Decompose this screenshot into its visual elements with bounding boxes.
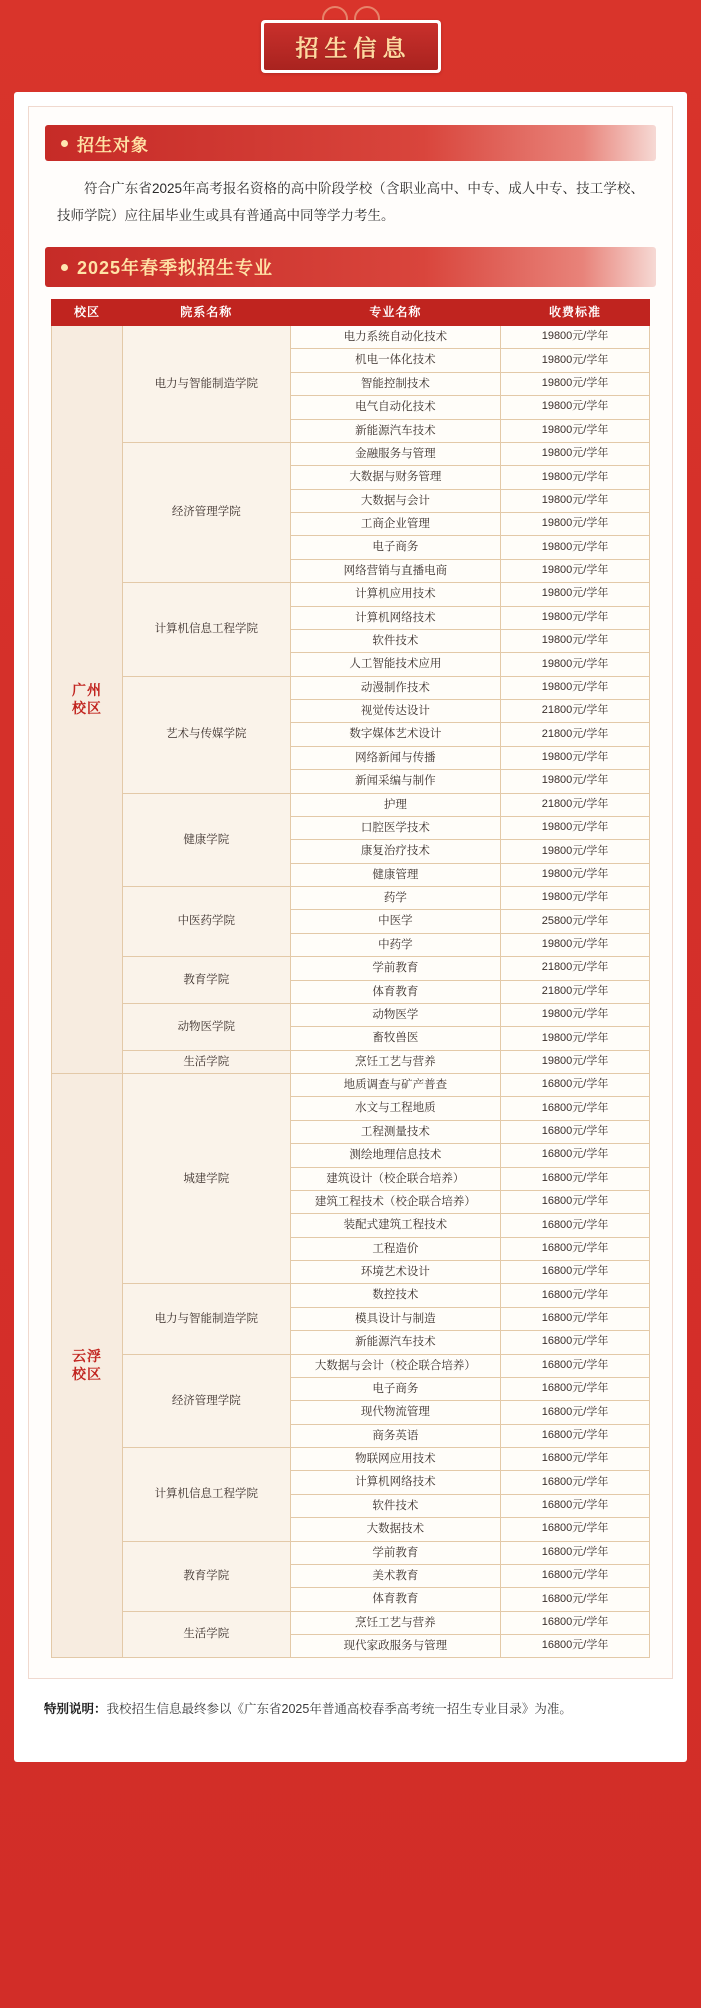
major-name-cell: 工商企业管理 (290, 513, 500, 536)
bullet-dot-icon (61, 140, 68, 147)
college-cell: 生活学院 (122, 1050, 290, 1073)
fee-cell: 16800元/学年 (501, 1167, 650, 1190)
college-cell: 经济管理学院 (122, 1354, 290, 1448)
fee-cell: 19800元/学年 (501, 887, 650, 910)
table-row (52, 326, 650, 349)
major-name-cell: 电子商务 (290, 536, 500, 559)
page-title: 招生信息 (264, 23, 438, 70)
college-cell: 教育学院 (122, 957, 290, 1004)
fee-cell: 16800元/学年 (501, 1401, 650, 1424)
table-row (52, 1284, 650, 1307)
fee-cell: 19800元/学年 (501, 653, 650, 676)
special-note-text: 我校招生信息最终参以《广东省2025年普通高校春季高考统一招生专业目录》为准。 (106, 1702, 572, 1717)
fee-cell: 16800元/学年 (501, 1635, 650, 1658)
fee-cell: 19800元/学年 (501, 326, 650, 349)
table-row (52, 1003, 650, 1026)
major-name-cell: 商务英语 (290, 1424, 500, 1447)
fee-cell: 16800元/学年 (501, 1214, 650, 1237)
fee-cell: 16800元/学年 (501, 1354, 650, 1377)
major-name-cell: 动物医学 (290, 1003, 500, 1026)
major-name-cell: 电子商务 (290, 1377, 500, 1400)
major-name-cell: 电气自动化技术 (290, 396, 500, 419)
audience-paragraph: 符合广东省2025年高考报名资格的高中阶段学校（含职业高中、中专、成人中专、技工学校、技师学院）应往届毕业生或具有普通高中同等学力考生。 (57, 181, 644, 223)
major-name-cell: 中药学 (290, 933, 500, 956)
fee-cell: 19800元/学年 (501, 442, 650, 465)
fee-cell: 19800元/学年 (501, 770, 650, 793)
table-row (52, 1611, 650, 1634)
majors-table-head (52, 300, 650, 326)
college-cell: 城建学院 (122, 1074, 290, 1284)
campus-cell: 广州 校区 (52, 326, 123, 1074)
fee-cell: 16800元/学年 (501, 1307, 650, 1330)
college-cell: 动物医学院 (122, 1003, 290, 1050)
major-name-cell: 中医学 (290, 910, 500, 933)
fee-cell: 16800元/学年 (501, 1120, 650, 1143)
major-name-cell: 测绘地理信息技术 (290, 1144, 500, 1167)
table-row (52, 1354, 650, 1377)
fee-cell: 21800元/学年 (501, 793, 650, 816)
major-name-cell: 体育教育 (290, 980, 500, 1003)
fee-cell: 19800元/学年 (501, 1027, 650, 1050)
fee-cell: 19800元/学年 (501, 466, 650, 489)
fee-cell: 16800元/学年 (501, 1097, 650, 1120)
fee-cell: 19800元/学年 (501, 1050, 650, 1073)
major-name-cell: 建筑设计（校企联合培养） (290, 1167, 500, 1190)
fee-cell: 19800元/学年 (501, 816, 650, 839)
fee-cell: 16800元/学年 (501, 1471, 650, 1494)
bullet-dot-icon (61, 264, 68, 271)
major-name-cell: 新能源汽车技术 (290, 1331, 500, 1354)
table-header-row (52, 300, 650, 326)
section-header-audience (45, 125, 656, 161)
major-name-cell: 新闻采编与制作 (290, 770, 500, 793)
fee-cell: 19800元/学年 (501, 583, 650, 606)
table-row (52, 793, 650, 816)
major-name-cell: 软件技术 (290, 629, 500, 652)
majors-table (51, 299, 650, 1658)
fee-cell: 16800元/学年 (501, 1377, 650, 1400)
major-name-cell: 大数据技术 (290, 1518, 500, 1541)
special-note (44, 1697, 657, 1721)
content-card (14, 92, 687, 1762)
section-title-majors: 2025年春季拟招生专业 (77, 258, 274, 278)
banner-title-frame (261, 20, 441, 73)
table-row (52, 1050, 650, 1073)
fee-cell: 21800元/学年 (501, 980, 650, 1003)
major-name-cell: 机电一体化技术 (290, 349, 500, 372)
fee-cell: 16800元/学年 (501, 1074, 650, 1097)
col-header-campus: 校区 (52, 300, 123, 326)
major-name-cell: 工程测量技术 (290, 1120, 500, 1143)
major-name-cell: 烹饪工艺与营养 (290, 1050, 500, 1073)
major-name-cell: 烹饪工艺与营养 (290, 1611, 500, 1634)
fee-cell: 16800元/学年 (501, 1588, 650, 1611)
fee-cell: 16800元/学年 (501, 1518, 650, 1541)
major-name-cell: 大数据与会计 (290, 489, 500, 512)
major-name-cell: 动漫制作技术 (290, 676, 500, 699)
major-name-cell: 体育教育 (290, 1588, 500, 1611)
college-cell: 计算机信息工程学院 (122, 1448, 290, 1542)
col-header-fee: 收费标准 (501, 300, 650, 326)
major-name-cell: 大数据与会计（校企联合培养） (290, 1354, 500, 1377)
fee-cell: 19800元/学年 (501, 536, 650, 559)
fee-cell: 19800元/学年 (501, 606, 650, 629)
major-name-cell: 数字媒体艺术设计 (290, 723, 500, 746)
fee-cell: 16800元/学年 (501, 1448, 650, 1471)
section-title-audience: 招生对象 (77, 135, 149, 155)
fee-cell: 19800元/学年 (501, 676, 650, 699)
college-cell: 生活学院 (122, 1611, 290, 1658)
major-name-cell: 现代物流管理 (290, 1401, 500, 1424)
major-name-cell: 计算机网络技术 (290, 1471, 500, 1494)
table-row (52, 957, 650, 980)
major-name-cell: 健康管理 (290, 863, 500, 886)
content-card-inner (28, 106, 673, 1679)
table-row (52, 887, 650, 910)
table-row (52, 442, 650, 465)
major-name-cell: 现代家政服务与管理 (290, 1635, 500, 1658)
fee-cell: 19800元/学年 (501, 396, 650, 419)
fee-cell: 21800元/学年 (501, 700, 650, 723)
table-row (52, 1074, 650, 1097)
majors-table-wrap (45, 299, 656, 1658)
college-cell: 电力与智能制造学院 (122, 326, 290, 443)
fee-cell: 19800元/学年 (501, 933, 650, 956)
fee-cell: 19800元/学年 (501, 840, 650, 863)
col-header-college: 院系名称 (122, 300, 290, 326)
fee-cell: 16800元/学年 (501, 1190, 650, 1213)
major-name-cell: 口腔医学技术 (290, 816, 500, 839)
fee-cell: 16800元/学年 (501, 1494, 650, 1517)
major-name-cell: 网络营销与直播电商 (290, 559, 500, 582)
major-name-cell: 物联网应用技术 (290, 1448, 500, 1471)
major-name-cell: 建筑工程技术（校企联合培养） (290, 1190, 500, 1213)
college-cell: 中医药学院 (122, 887, 290, 957)
majors-table-body (52, 326, 650, 1658)
fee-cell: 19800元/学年 (501, 489, 650, 512)
page-banner (0, 0, 701, 88)
fee-cell: 16800元/学年 (501, 1237, 650, 1260)
fee-cell: 19800元/学年 (501, 349, 650, 372)
fee-cell: 19800元/学年 (501, 629, 650, 652)
major-name-cell: 美术教育 (290, 1564, 500, 1587)
major-name-cell: 软件技术 (290, 1494, 500, 1517)
major-name-cell: 大数据与财务管理 (290, 466, 500, 489)
fee-cell: 19800元/学年 (501, 863, 650, 886)
major-name-cell: 装配式建筑工程技术 (290, 1214, 500, 1237)
col-header-major: 专业名称 (290, 300, 500, 326)
major-name-cell: 数控技术 (290, 1284, 500, 1307)
fee-cell: 19800元/学年 (501, 372, 650, 395)
college-cell: 电力与智能制造学院 (122, 1284, 290, 1354)
major-name-cell: 畜牧兽医 (290, 1027, 500, 1050)
major-name-cell: 计算机网络技术 (290, 606, 500, 629)
major-name-cell: 学前教育 (290, 1541, 500, 1564)
section-header-majors (45, 247, 656, 287)
fee-cell: 21800元/学年 (501, 723, 650, 746)
major-name-cell: 网络新闻与传播 (290, 746, 500, 769)
fee-cell: 21800元/学年 (501, 957, 650, 980)
major-name-cell: 金融服务与管理 (290, 442, 500, 465)
fee-cell: 16800元/学年 (501, 1144, 650, 1167)
college-cell: 经济管理学院 (122, 442, 290, 582)
major-name-cell: 智能控制技术 (290, 372, 500, 395)
major-name-cell: 工程造价 (290, 1237, 500, 1260)
college-cell: 健康学院 (122, 793, 290, 887)
table-row (52, 1541, 650, 1564)
major-name-cell: 护理 (290, 793, 500, 816)
major-name-cell: 环境艺术设计 (290, 1261, 500, 1284)
major-name-cell: 药学 (290, 887, 500, 910)
fee-cell: 19800元/学年 (501, 559, 650, 582)
fee-cell: 19800元/学年 (501, 513, 650, 536)
major-name-cell: 学前教育 (290, 957, 500, 980)
college-cell: 教育学院 (122, 1541, 290, 1611)
major-name-cell: 电力系统自动化技术 (290, 326, 500, 349)
major-name-cell: 新能源汽车技术 (290, 419, 500, 442)
fee-cell: 19800元/学年 (501, 419, 650, 442)
major-name-cell: 模具设计与制造 (290, 1307, 500, 1330)
special-note-label: 特别说明： (44, 1702, 107, 1717)
fee-cell: 19800元/学年 (501, 746, 650, 769)
fee-cell: 16800元/学年 (501, 1541, 650, 1564)
fee-cell: 25800元/学年 (501, 910, 650, 933)
fee-cell: 16800元/学年 (501, 1564, 650, 1587)
major-name-cell: 水文与工程地质 (290, 1097, 500, 1120)
table-row (52, 583, 650, 606)
fee-cell: 16800元/学年 (501, 1611, 650, 1634)
fee-cell: 16800元/学年 (501, 1261, 650, 1284)
campus-cell: 云浮 校区 (52, 1074, 123, 1658)
table-row (52, 1448, 650, 1471)
major-name-cell: 计算机应用技术 (290, 583, 500, 606)
table-row (52, 676, 650, 699)
fee-cell: 19800元/学年 (501, 1003, 650, 1026)
major-name-cell: 地质调查与矿产普查 (290, 1074, 500, 1097)
college-cell: 艺术与传媒学院 (122, 676, 290, 793)
fee-cell: 16800元/学年 (501, 1331, 650, 1354)
major-name-cell: 人工智能技术应用 (290, 653, 500, 676)
fee-cell: 16800元/学年 (501, 1284, 650, 1307)
major-name-cell: 视觉传达设计 (290, 700, 500, 723)
fee-cell: 16800元/学年 (501, 1424, 650, 1447)
college-cell: 计算机信息工程学院 (122, 583, 290, 677)
major-name-cell: 康复治疗技术 (290, 840, 500, 863)
